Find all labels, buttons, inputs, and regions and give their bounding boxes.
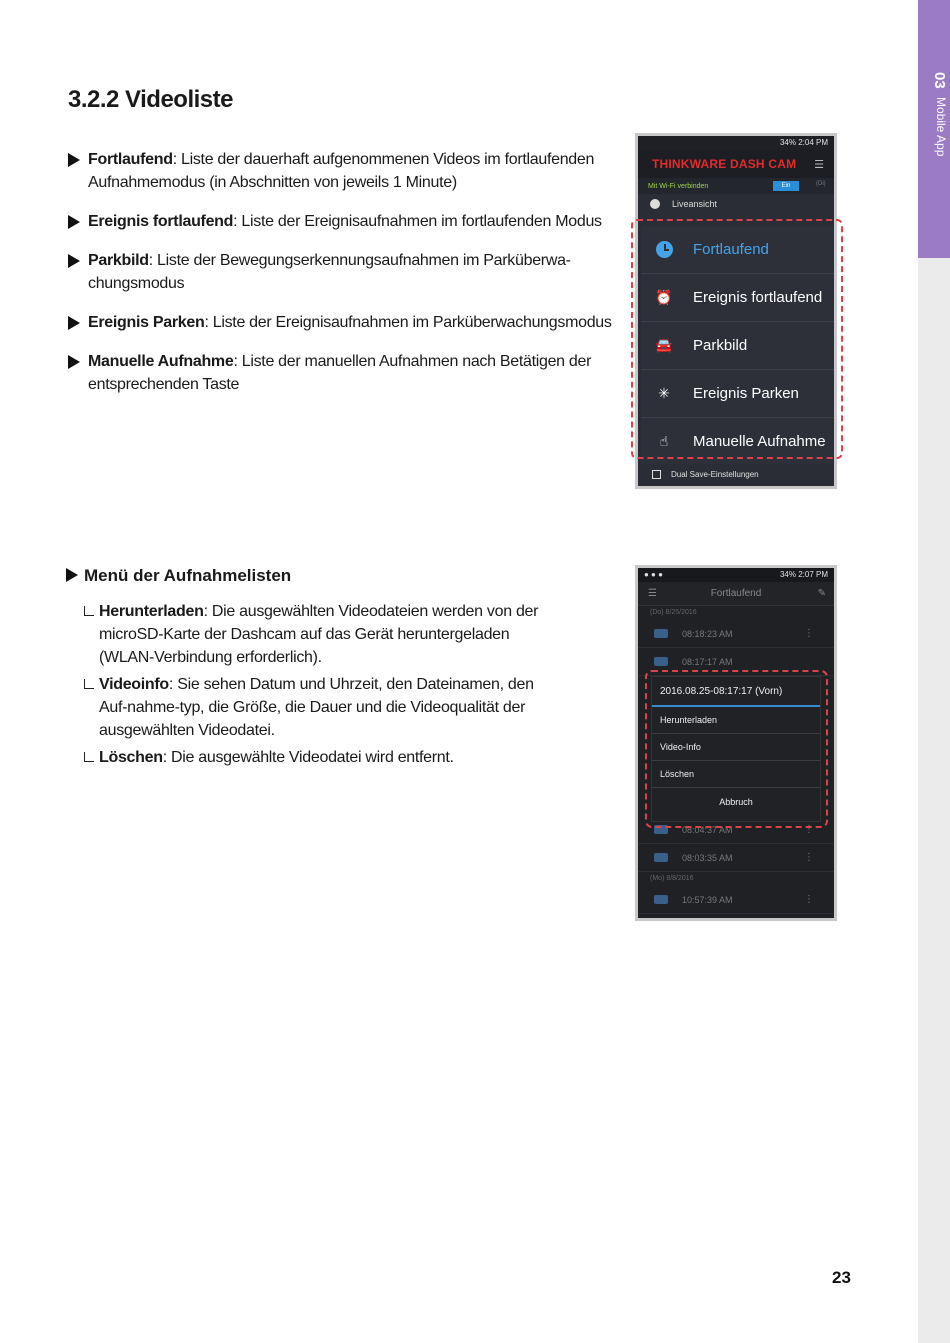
car-icon: 🚘 xyxy=(655,337,673,353)
wifi-row xyxy=(638,178,834,194)
menu-item-label: Ereignis Parken xyxy=(693,385,799,402)
car-event-icon: ✳ xyxy=(658,385,670,401)
triangle-bullet-icon xyxy=(68,316,80,330)
menu-item-label: Manuelle Aufnahme xyxy=(693,433,826,450)
highlight-frame xyxy=(645,670,828,828)
subsection-title-text: Menü der Aufnahmelisten xyxy=(84,566,292,585)
triangle-bullet-icon xyxy=(68,254,80,268)
list-item[interactable] xyxy=(638,886,834,914)
dual-save-label: Dual Save-Einstellungen xyxy=(671,469,759,479)
bullet-text: : Liste der Ereignisaufnahmen im fortlaufenden Modus xyxy=(233,213,602,230)
corner-bullet-icon xyxy=(84,606,94,616)
triangle-bullet-icon xyxy=(68,215,80,229)
edit-icon[interactable]: ✎ xyxy=(817,588,826,599)
app-header xyxy=(638,150,834,178)
list-header xyxy=(638,582,834,606)
bullet-term: Fortlaufend xyxy=(88,151,173,168)
sub-item xyxy=(82,673,562,742)
sub-item-text: : Die ausgewählte Videodatei wird entfernt. xyxy=(162,749,454,766)
brand-logo: THINKWARE DASH CAM xyxy=(652,157,797,171)
live-view-label: Liveansicht xyxy=(672,199,718,209)
menu-item-label: Fortlaufend xyxy=(693,241,769,258)
sub-item-term: Löschen xyxy=(99,749,163,766)
sub-item xyxy=(82,600,562,669)
page-number: 23 xyxy=(832,1268,851,1287)
bullet-term: Ereignis fortlaufend xyxy=(88,213,234,230)
video-icon xyxy=(654,657,668,666)
sub-item-list xyxy=(82,600,562,773)
triangle-bullet-icon xyxy=(68,355,80,369)
sub-item xyxy=(82,746,562,769)
video-icon xyxy=(654,853,668,862)
sub-item-text: : Sie sehen Datum und Uhrzeit, den Dateinamen, den Auf-nahme-typ, die Größe, die Dauer und die Videoqualität der ausgewählten Videodatei. xyxy=(99,676,534,739)
subsection-title xyxy=(66,564,291,588)
bullet-term: Manuelle Aufnahme xyxy=(88,353,234,370)
triangle-bullet-icon xyxy=(66,568,78,582)
list-item-time: 10:57:39 AM xyxy=(682,894,733,905)
list-item[interactable] xyxy=(638,620,834,648)
bullet-text: : Liste der dauerhaft aufgenommenen Videos im fortlaufenden Aufnahmemodus (in Abschnitten von jeweils 1 Minute) xyxy=(88,151,595,191)
bullet-text: : Liste der manuellen Aufnahmen nach Betätigen der entsprechenden Taste xyxy=(88,353,592,393)
more-icon[interactable]: ⋮ xyxy=(804,852,814,863)
bullet-term: Ereignis Parken xyxy=(88,314,205,331)
hand-pointer-icon: ☝ xyxy=(659,433,669,449)
status-right: 34% 2:07 PM xyxy=(779,570,828,579)
chapter-number: 03 xyxy=(931,72,948,89)
date-header: (Do) 8/25/2016 xyxy=(650,609,697,616)
video-icon xyxy=(654,629,668,638)
list-item-time: 08:17:17 AM xyxy=(682,656,733,667)
live-view-icon xyxy=(650,199,660,209)
list-item[interactable] xyxy=(638,844,834,872)
dialog-item-video-info[interactable]: Video-Info xyxy=(652,734,820,761)
bullet-list xyxy=(68,148,628,412)
dialog-item-delete[interactable]: Löschen xyxy=(652,761,820,788)
date-header: (Mo) 8/8/2016 xyxy=(650,875,694,882)
event-clock-icon: ⏰ xyxy=(655,289,673,305)
status-bar xyxy=(638,568,834,582)
more-icon[interactable]: ⋮ xyxy=(804,824,814,835)
bullet-item xyxy=(68,350,628,396)
highlight-frame xyxy=(631,219,843,459)
corner-bullet-icon xyxy=(84,752,94,762)
wifi-label: Mit Wi-Fi verbinden xyxy=(648,182,709,190)
list-item-time: 08:18:23 AM xyxy=(682,628,733,639)
menu-icon[interactable]: ☰ xyxy=(648,588,657,599)
chapter-name: Mobile App xyxy=(934,96,948,157)
dialog-title: 2016.08.25-08:17:17 (Vorn) xyxy=(652,677,820,707)
triangle-bullet-icon xyxy=(68,153,80,167)
bullet-text: : Liste der Ereignisaufnahmen im Parküberwachungsmodus xyxy=(204,314,612,331)
wifi-right-label: (Di) xyxy=(816,181,826,187)
menu-item-label: Parkbild xyxy=(693,337,748,354)
wifi-toggle-button[interactable]: Ein xyxy=(773,181,799,191)
menu-item-label: Ereignis fortlaufend xyxy=(693,289,823,306)
more-icon[interactable]: ⋮ xyxy=(804,628,814,639)
more-icon[interactable]: ⋮ xyxy=(804,894,814,905)
menu-icon[interactable]: ☰ xyxy=(814,158,824,171)
video-icon xyxy=(654,895,668,904)
bullet-item xyxy=(68,311,628,334)
bullet-item xyxy=(68,148,628,194)
chapter-tab-label xyxy=(920,72,948,182)
sub-item-term: Herunterladen xyxy=(99,603,204,620)
sub-item-text: : Die ausgewählten Videodateien werden von der microSD-Karte der Dashcam auf das Gerät heruntergeladen (WLAN-Verbindung erforderlich). xyxy=(99,603,539,666)
status-bar: 34% 2:04 PM xyxy=(638,136,834,150)
sub-item-term: Videoinfo xyxy=(99,676,169,693)
dialog-cancel-button[interactable]: Abbruch xyxy=(719,796,753,807)
corner-bullet-icon xyxy=(84,679,94,689)
list-item-time: 08:04:37 AM xyxy=(682,824,733,835)
section-title: 3.2.2 Videoliste xyxy=(68,86,233,113)
dual-save-item[interactable] xyxy=(638,464,837,484)
list-item-time: 08:03:35 AM xyxy=(682,852,733,863)
live-view-item[interactable] xyxy=(638,194,834,214)
bullet-text: : Liste der Bewegungserkennungsaufnahmen im Parküberwa-chungsmodus xyxy=(88,252,571,292)
bullet-item xyxy=(68,249,628,295)
dialog-item-download[interactable]: Herunterladen xyxy=(652,707,820,734)
dual-save-icon xyxy=(652,470,661,479)
bullet-item xyxy=(68,210,628,233)
bullet-term: Parkbild xyxy=(88,252,149,269)
list-header-title: Fortlaufend xyxy=(710,588,762,599)
status-icons: ● ● ● xyxy=(644,570,663,579)
